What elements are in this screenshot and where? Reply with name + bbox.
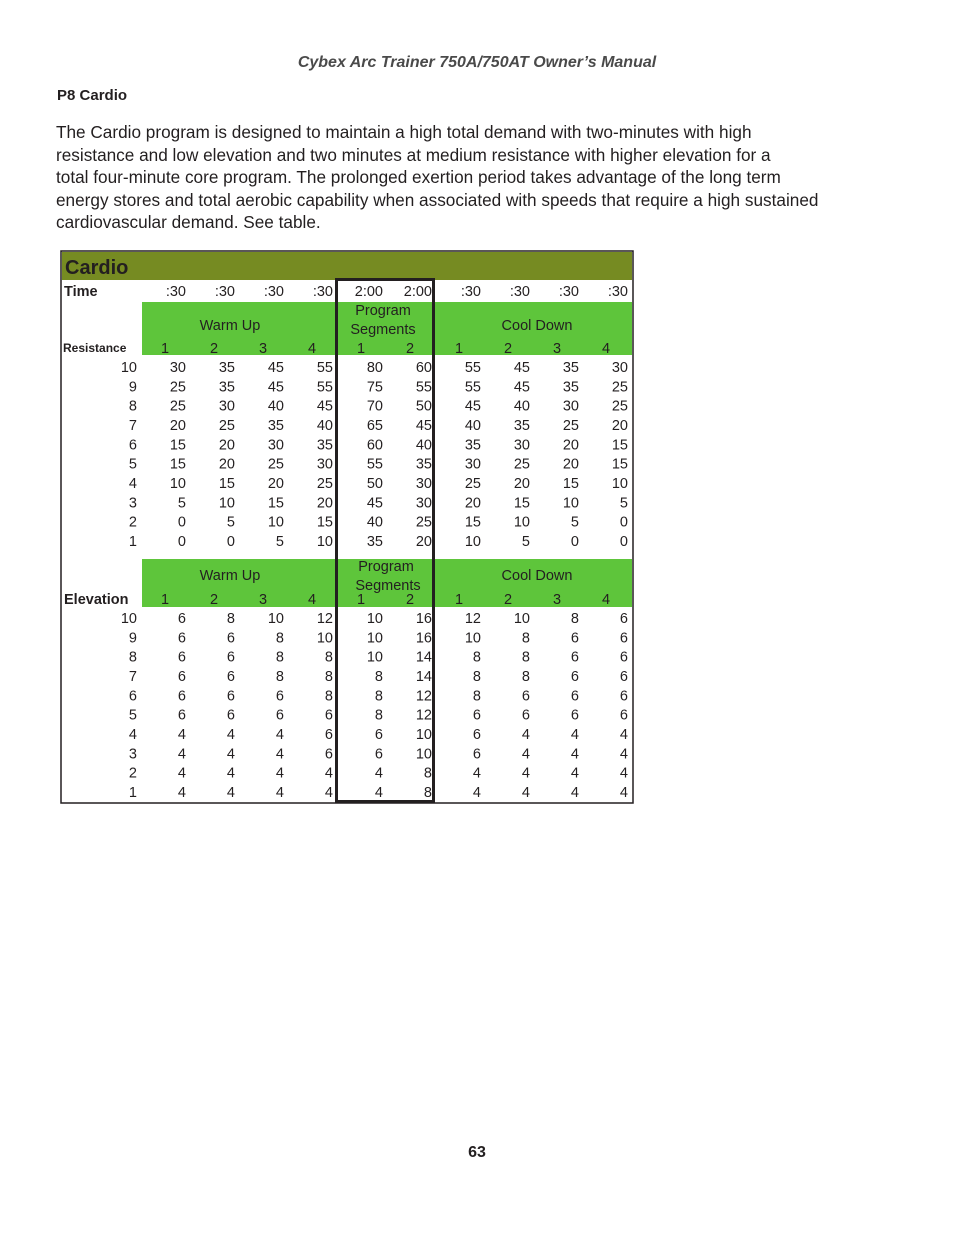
value-cell: 8 [472,649,481,666]
value-cell: 25 [513,456,530,473]
value-cell: 6 [226,630,235,647]
value-cell: 12 [415,707,432,724]
value-cell: 30 [513,437,530,454]
value-cell: 25 [169,398,186,415]
value-cell: 75 [366,379,383,396]
value-cell: 6 [177,668,186,685]
value-cell: 15 [611,437,628,454]
value-cell: 6 [177,707,186,724]
value-cell: 30 [267,437,284,454]
value-cell: 4 [521,784,530,801]
time-cell: :30 [165,284,186,300]
value-cell: 6 [619,630,628,647]
value-cell: 20 [316,495,333,512]
value-cell: 10 [611,475,628,492]
value-cell: 10 [464,630,481,647]
time-cell: :30 [509,284,530,300]
value-cell: 14 [415,668,432,685]
value-cell: 30 [464,456,481,473]
cool-down-label: Cool Down [501,568,573,584]
value-cell: 25 [611,379,628,396]
value-cell: 6 [177,630,186,647]
value-cell: 8 [324,668,333,685]
value-cell: 15 [316,514,333,531]
value-cell: 25 [464,475,481,492]
segment-number: 2 [503,592,513,608]
value-cell: 35 [267,417,284,434]
value-cell: 0 [177,533,186,550]
value-cell: 35 [218,360,235,376]
value-cell: 50 [415,398,432,415]
running-header: Cybex Arc Trainer 750A/750AT Owner’s Manual [297,54,657,71]
segment-number: 1 [356,341,366,357]
value-cell: 4 [226,765,235,782]
value-cell: 20 [562,437,579,454]
value-cell: 12 [316,611,333,627]
value-cell: 4 [177,726,186,743]
value-cell: 30 [415,475,432,492]
segment-number: 2 [405,592,415,608]
value-cell: 15 [562,475,579,492]
value-cell: 8 [374,688,383,705]
value-cell: 4 [570,765,579,782]
time-cell: :30 [214,284,235,300]
value-cell: 55 [316,360,333,376]
level-cell: 1 [128,533,137,550]
segment-number: 2 [405,341,415,357]
value-cell: 30 [316,456,333,473]
value-cell: 35 [415,456,432,473]
value-cell: 8 [472,668,481,685]
segment-number: 1 [356,592,366,608]
value-cell: 4 [275,726,284,743]
value-cell: 6 [521,688,530,705]
value-cell: 6 [226,649,235,666]
value-cell: 6 [177,611,186,627]
value-cell: 40 [316,417,333,434]
value-cell: 0 [619,533,628,550]
segment-number: 3 [258,592,268,608]
segment-number: 4 [307,341,317,357]
value-cell: 4 [472,765,481,782]
value-cell: 20 [267,475,284,492]
segment-number: 3 [552,341,562,357]
value-cell: 20 [513,475,530,492]
value-cell: 8 [374,668,383,685]
value-cell: 6 [472,746,481,763]
value-cell: 50 [366,475,383,492]
value-cell: 12 [464,611,481,627]
value-cell: 4 [177,784,186,801]
value-cell: 55 [464,360,481,376]
value-cell: 4 [619,765,628,782]
value-cell: 0 [619,514,628,531]
value-cell: 6 [619,688,628,705]
value-cell: 10 [562,495,579,512]
value-cell: 4 [324,784,333,801]
level-cell: 2 [128,765,137,782]
value-cell: 6 [226,707,235,724]
segment-number: 2 [503,341,513,357]
value-cell: 4 [324,765,333,782]
value-cell: 10 [464,533,481,550]
segment-number: 3 [258,341,268,357]
level-cell: 9 [128,379,137,396]
value-cell: 25 [611,398,628,415]
time-cell: :30 [558,284,579,300]
page-number: 63 [468,1144,486,1161]
value-cell: 8 [423,765,432,782]
value-cell: 6 [177,649,186,666]
value-cell: 4 [226,746,235,763]
warm-up-label: Warm Up [199,318,261,334]
value-cell: 8 [423,784,432,801]
value-cell: 60 [415,360,432,376]
value-cell: 35 [562,360,579,376]
value-cell: 20 [218,456,235,473]
cool-down-label: Cool Down [501,318,573,334]
value-cell: 35 [464,437,481,454]
value-cell: 10 [415,726,432,743]
value-cell: 5 [226,514,235,531]
value-cell: 4 [177,765,186,782]
table-title-bar [62,252,632,280]
value-cell: 80 [366,360,383,376]
value-cell: 45 [316,398,333,415]
value-cell: 6 [472,726,481,743]
segment-number: 1 [160,592,170,608]
value-cell: 8 [275,630,284,647]
time-cell: :30 [460,284,481,300]
value-cell: 35 [316,437,333,454]
value-cell: 45 [415,417,432,434]
value-cell: 30 [169,360,186,376]
value-cell: 4 [619,784,628,801]
program-segments-label: Program [355,303,411,319]
paragraph-line: total four-minute core program. The prolonged exertion period takes advantage of the long term [56,167,781,188]
value-cell: 6 [619,611,628,627]
elevation-label: Elevation [64,592,129,608]
value-cell: 8 [275,668,284,685]
value-cell: 4 [275,765,284,782]
value-cell: 15 [513,495,530,512]
value-cell: 20 [415,533,432,550]
value-cell: 0 [226,533,235,550]
value-cell: 10 [513,611,530,627]
time-cell: :30 [607,284,628,300]
value-cell: 4 [374,784,383,801]
segment-number: 2 [209,341,219,357]
level-cell: 9 [128,630,137,647]
value-cell: 25 [169,379,186,396]
value-cell: 4 [521,726,530,743]
value-cell: 40 [415,437,432,454]
value-cell: 6 [570,688,579,705]
value-cell: 40 [513,398,530,415]
segment-number: 2 [209,592,219,608]
segment-number: 3 [552,592,562,608]
value-cell: 45 [366,495,383,512]
value-cell: 12 [415,688,432,705]
value-cell: 5 [275,533,284,550]
value-cell: 10 [169,475,186,492]
value-cell: 4 [521,765,530,782]
value-cell: 45 [513,379,530,396]
value-cell: 45 [513,360,530,376]
value-cell: 55 [415,379,432,396]
value-cell: 10 [218,495,235,512]
value-cell: 6 [177,688,186,705]
paragraph-line: The Cardio program is designed to maintain a high total demand with two-minutes with high [56,122,752,142]
value-cell: 8 [374,707,383,724]
value-cell: 35 [366,533,383,550]
value-cell: 15 [218,475,235,492]
value-cell: 14 [415,649,432,666]
value-cell: 8 [226,611,235,627]
value-cell: 8 [570,611,579,627]
value-cell: 8 [324,649,333,666]
segment-number: 1 [160,341,170,357]
value-cell: 15 [169,437,186,454]
level-cell: 1 [128,784,137,801]
value-cell: 65 [366,417,383,434]
value-cell: 4 [226,726,235,743]
value-cell: 20 [218,437,235,454]
segment-number: 1 [454,341,464,357]
value-cell: 25 [316,475,333,492]
program-segments-label: Segments [350,322,416,338]
level-cell: 8 [128,649,137,666]
value-cell: 5 [521,533,530,550]
paragraph-line: cardiovascular demand. See table. [56,212,321,233]
value-cell: 30 [415,495,432,512]
program-segments-label: Segments [355,578,421,594]
segment-number: 1 [454,592,464,608]
level-cell: 2 [128,514,137,531]
segment-number: 4 [601,592,611,608]
value-cell: 35 [218,379,235,396]
value-cell: 25 [562,417,579,434]
value-cell: 45 [464,398,481,415]
value-cell: 5 [570,514,579,531]
value-cell: 8 [472,688,481,705]
level-cell: 10 [120,611,137,627]
level-cell: 10 [120,360,137,376]
value-cell: 25 [415,514,432,531]
value-cell: 35 [513,417,530,434]
value-cell: 16 [415,611,432,627]
paragraph-line: resistance and low elevation and two minutes at medium resistance with higher elevation for a [56,144,771,165]
value-cell: 6 [374,746,383,763]
value-cell: 6 [226,668,235,685]
value-cell: 4 [374,765,383,782]
section-title: P8 Cardio [57,87,128,104]
level-cell: 4 [128,475,137,492]
value-cell: 6 [570,668,579,685]
value-cell: 5 [177,495,186,512]
value-cell: 6 [275,707,284,724]
value-cell: 10 [513,514,530,531]
value-cell: 60 [366,437,383,454]
value-cell: 6 [619,668,628,685]
level-cell: 6 [128,688,137,705]
value-cell: 8 [521,668,530,685]
value-cell: 45 [267,360,284,376]
level-cell: 3 [128,746,137,763]
value-cell: 8 [521,630,530,647]
value-cell: 16 [415,630,432,647]
value-cell: 30 [218,398,235,415]
level-cell: 5 [128,456,137,473]
value-cell: 15 [169,456,186,473]
time-cell: 2:00 [354,284,383,300]
level-cell: 5 [128,707,137,724]
value-cell: 4 [570,784,579,801]
value-cell: 4 [619,746,628,763]
value-cell: 6 [619,707,628,724]
value-cell: 70 [366,398,383,415]
value-cell: 0 [570,533,579,550]
value-cell: 4 [619,726,628,743]
value-cell: 10 [316,630,333,647]
value-cell: 4 [275,746,284,763]
value-cell: 25 [218,417,235,434]
value-cell: 6 [324,746,333,763]
value-cell: 10 [267,611,284,627]
value-cell: 20 [562,456,579,473]
warm-up-label: Warm Up [199,568,261,584]
value-cell: 8 [275,649,284,666]
value-cell: 20 [169,417,186,434]
value-cell: 4 [275,784,284,801]
level-cell: 7 [128,668,137,685]
value-cell: 4 [226,784,235,801]
value-cell: 6 [374,726,383,743]
value-cell: 10 [316,533,333,550]
value-cell: 40 [464,417,481,434]
value-cell: 55 [316,379,333,396]
value-cell: 6 [619,649,628,666]
table-title: Cardio [65,257,129,279]
value-cell: 55 [464,379,481,396]
value-cell: 15 [611,456,628,473]
value-cell: 10 [366,611,383,627]
value-cell: 4 [570,726,579,743]
value-cell: 6 [324,726,333,743]
resistance-label: Resistance [63,341,127,355]
value-cell: 8 [521,649,530,666]
value-cell: 6 [570,649,579,666]
value-cell: 30 [562,398,579,415]
value-cell: 40 [366,514,383,531]
value-cell: 45 [267,379,284,396]
value-cell: 15 [464,514,481,531]
value-cell: 6 [472,707,481,724]
value-cell: 20 [611,417,628,434]
level-cell: 3 [128,495,137,512]
value-cell: 5 [619,495,628,512]
value-cell: 4 [177,746,186,763]
value-cell: 6 [275,688,284,705]
value-cell: 55 [366,456,383,473]
time-cell: :30 [312,284,333,300]
value-cell: 4 [472,784,481,801]
value-cell: 15 [267,495,284,512]
value-cell: 35 [562,379,579,396]
value-cell: 25 [267,456,284,473]
value-cell: 30 [611,360,628,376]
value-cell: 10 [415,746,432,763]
level-cell: 7 [128,417,137,434]
segment-number: 4 [307,592,317,608]
level-cell: 4 [128,726,137,743]
time-cell: :30 [263,284,284,300]
time-cell: 2:00 [403,284,432,300]
value-cell: 10 [366,630,383,647]
value-cell: 40 [267,398,284,415]
value-cell: 10 [267,514,284,531]
value-cell: 8 [324,688,333,705]
value-cell: 4 [570,746,579,763]
level-cell: 6 [128,437,137,454]
value-cell: 6 [570,707,579,724]
value-cell: 6 [570,630,579,647]
value-cell: 0 [177,514,186,531]
time-label: Time [64,284,98,300]
value-cell: 4 [521,746,530,763]
value-cell: 6 [226,688,235,705]
level-cell: 8 [128,398,137,415]
value-cell: 6 [521,707,530,724]
segment-number: 4 [601,341,611,357]
paragraph-line: energy stores and total aerobic capability when associated with speeds that require a high sustained [56,189,819,210]
value-cell: 6 [324,707,333,724]
value-cell: 20 [464,495,481,512]
program-segments-label: Program [358,559,414,575]
value-cell: 10 [366,649,383,666]
